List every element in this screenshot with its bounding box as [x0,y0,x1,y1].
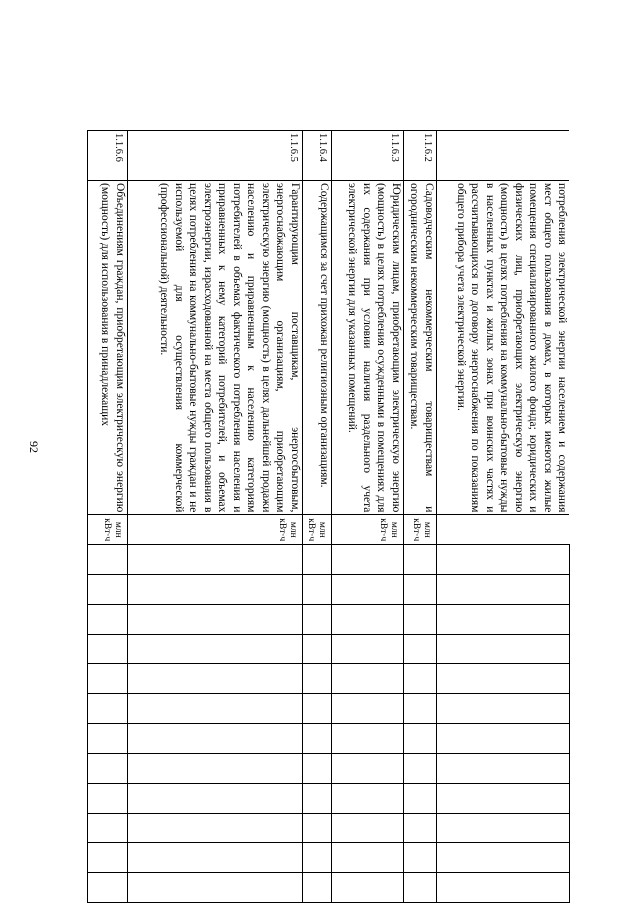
row-unit [437,515,570,545]
row-description: Садоводческим некоммерческим товариществам и огородническим некоммерческим товариществам. [404,181,437,515]
row-number [437,131,570,181]
row-unit: млн кВт·ч [88,515,128,545]
row-unit: млн кВт·ч [128,515,303,545]
row-description: Гарантирующим поставщикам, энергосбытовым, энергоснабжающим организациям, приобретающим электрическую энергию (мощность) в целях дальнейшей продажи населению и приравненным к населению категориям потребителей в объемах фактического потребления населения и приравненных к нему категорий потребителей, и объемах электроэнергии, израсходованной на места общего пользования в целях потребления на коммунально-бытовые нужды граждан и не используемой для осуществления коммерческой (профессиональной) деятельности. [128,181,303,515]
row-number: 1.1.6.6 [88,131,128,181]
row-description: Содержащимся за счет прихожан религиозным организациям. [303,181,332,515]
row-number: 1.1.6.5 [128,131,303,181]
row-unit: млн кВт·ч [404,515,437,545]
table-row [88,131,128,903]
row-number: 1.1.6.4 [303,131,332,181]
row-unit: млн кВт·ч [303,515,332,545]
table-row [332,131,404,903]
row-description: Юридическим лицам, приобретающим электрическую энергию (мощность) в целях потребления осужденными в помещениях для их содержания при условии наличия раздельного учета электрической энергии для указанных помещений. [332,181,404,515]
rotated-table-page [88,130,570,903]
table-row [437,131,570,903]
table-row [128,131,303,903]
row-number: 1.1.6.3 [332,131,404,181]
row-number: 1.1.6.2 [404,131,437,181]
row-description: потребления электрической энергии населением и содержания мест общего пользования в домах, в которых имеются жилые помещения специализированного жилого фонда; юридических и физических лиц, приобретающих электрическую энергию (мощность) в целях потребления на коммунально-бытовые нужды в населенных пунктах и жилых зонах при воинских частях и рассчитывающихся по договору энергоснабжения по показаниям общего прибора учета электрической энергии. [437,181,570,515]
table-row [404,131,437,903]
table-row [303,131,332,903]
row-unit: млн кВт·ч [332,515,404,545]
tariff-table [87,130,570,903]
page-number: 92 [27,441,41,453]
row-description: Объединениям граждан, приобретающим электрическую энергию (мощность) для использования в принадлежащих [88,181,128,515]
